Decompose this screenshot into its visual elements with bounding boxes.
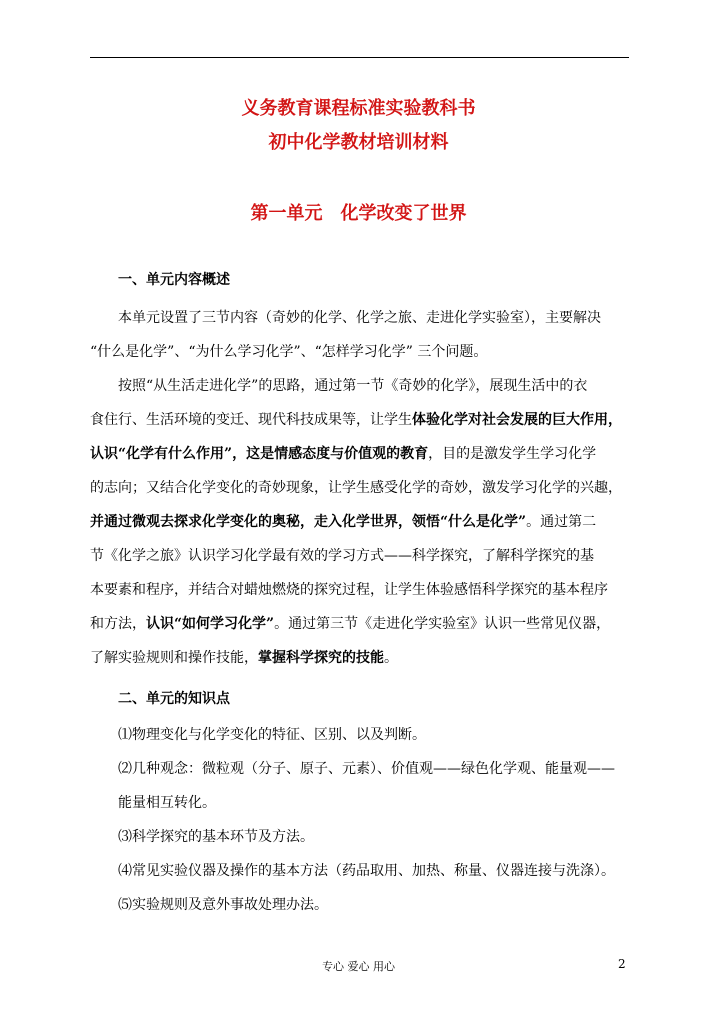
p2-l9-bold: 掌握科学探究的技能 [258,650,384,666]
unit-title: 第一单元 化学改变了世界 [250,203,467,224]
paragraph-2-line-9 [90,648,398,668]
p2-l9-text-c: 。 [384,650,398,666]
p2-l5-bold: 并通过微观去探求化学变化的奥秘，走入化学世界，领悟“什么是化学” [90,514,527,530]
p2-l8-bold: 认识“如何学习化学” [146,616,275,632]
paragraph-2-line-6: 节《化学之旅》认识学习化学最有效的学习方式——科学探究，了解科学探究的基 [90,548,594,564]
paragraph-1-line-2: “什么是化学”、“为什么学习化学”、“怎样学习化学” 三个问题。 [90,344,488,360]
p2-l5-text: 。通过第二 [526,514,597,530]
paragraph-1-line-1: 本单元设置了三节内容（奇妙的化学、化学之旅、走进化学实验室），主要解决 [118,310,601,326]
section-2-heading: 二、单元的知识点 [118,691,230,707]
paragraph-2-line-2 [90,410,622,430]
footer-motto: 专心 爱心 用心 [322,960,395,973]
header-rule [90,57,629,58]
p2-l8-text-a: 和方法， [90,616,146,632]
p2-l3-text: ，目的是激发学生学习化学 [428,446,597,462]
paragraph-2-line-5 [90,512,596,532]
p2-l8-text-c: 。通过第三节《走进化学实验室》认识一些常见仪器， [274,616,611,632]
knowledge-item-2-line-2: 能量相互转化。 [118,795,216,811]
paragraph-2-line-8 [90,614,610,634]
p2-l2-text: 食住行、生活环境的变迁、现代科技成果等，让学生 [90,412,412,428]
knowledge-item-4: ⑷常见实验仪器及操作的基本方法（药品取用、加热、称量、仪器连接与洗涤）。 [118,863,615,879]
paragraph-2-line-4: 的志向；又结合化学变化的奇妙现象，让学生感受化学的奇妙，激发学习化学的兴趣， [90,480,622,496]
paragraph-2-line-3 [90,444,596,464]
section-1-heading: 一、单元内容概述 [118,272,230,288]
knowledge-item-3: ⑶科学探究的基本环节及方法。 [118,829,314,845]
p2-l2-bold: 体验化学对社会发展的巨大作用， [412,412,622,428]
p2-l3-bold: 认识“化学有什么作用”，这是情感态度与价值观的教育 [90,446,429,462]
p2-l9-text-a: 了解实验规则和操作技能， [90,650,258,666]
title-line-1: 义务教育课程标准实验教科书 [241,98,476,119]
page-number: 2 [618,957,626,971]
paragraph-2-line-1: 按照“从生活走进化学”的思路，通过第一节《奇妙的化学》，展现生活中的衣 [118,378,588,394]
knowledge-item-2-line-1: ⑵几种观念：微粒观（分子、原子、元素）、价值观——绿色化学观、能量观—— [118,761,615,777]
knowledge-item-1: ⑴物理变化与化学变化的特征、区别、以及判断。 [118,727,426,743]
paragraph-2-line-7: 本要素和程序，并结合对蜡烛燃烧的探究过程，让学生体验感悟科学探究的基本程序 [90,582,608,598]
knowledge-item-5: ⑸实验规则及意外事故处理办法。 [118,897,328,913]
title-line-2: 初中化学教材培训材料 [268,132,449,153]
